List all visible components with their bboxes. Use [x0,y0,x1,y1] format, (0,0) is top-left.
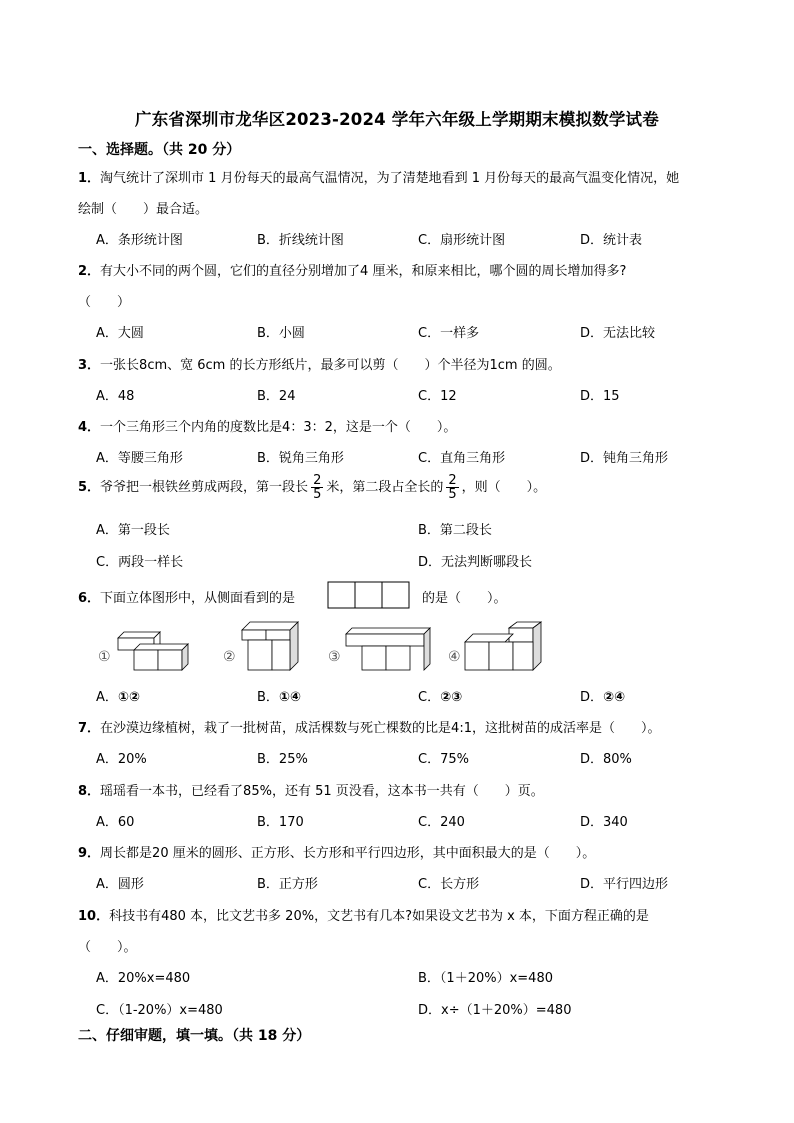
option-a[interactable]: A．等腰三角形 [96,451,183,466]
question-text: 淘气统计了深圳市 1 月份每天的最高气温情况，为了清楚地看到 1 月份每天的最高气温变化情况，她 [100,171,680,186]
question-number: 3． [78,358,101,373]
option-c[interactable]: C．240 [418,815,465,830]
question-5-line1 [78,474,546,501]
option-d[interactable]: D．无法判断哪段长 [418,555,533,570]
question-text: ，则（ ）。 [461,480,547,495]
option-a[interactable]: A．条形统计图 [96,233,183,248]
option-c[interactable]: C．扇形统计图 [418,233,506,248]
option-a[interactable] [96,686,140,705]
fraction-numerator: 2 [313,473,322,488]
question-6-line1-end: 的是（ ）。 [422,591,507,606]
option-marks: ①④ [278,690,301,705]
solid-figure-1 [114,630,194,672]
question-text: 一个三角形三个内角的度数比是4：3：2，这是一个（ ）。 [100,420,457,435]
option-b[interactable]: B．折线统计图 [257,233,344,248]
section-heading-fill: 二、仔细审题，填一填。（共 18 分） [78,1028,311,1044]
page-title: 广东省深圳市龙华区2023-2024 学年六年级上学期期末模拟数学试卷 [135,110,659,129]
solid-figure-3 [344,626,434,672]
option-a[interactable]: A．圆形 [96,877,144,892]
figure-label-3: ③ [328,649,341,665]
option-c[interactable]: C．直角三角形 [418,451,506,466]
question-number: 5． [78,480,101,495]
question-text: 在沙漠边缘植树，栽了一批树苗，成活棵数与死亡棵数的比是4:1，这批树苗的成活率是（ ）。 [100,721,661,736]
question-3-line1 [78,354,561,373]
option-c[interactable]: C．75% [418,752,469,767]
question-text: 瑶瑶看一本书，已经看了85%，还有 51 页没看，这本书一共有（ ）页。 [100,784,544,799]
question-number: 1． [78,171,101,186]
question-text: 周长都是20 厘米的圆形、正方形、长方形和平行四边形，其中面积最大的是（ ）。 [100,846,596,861]
solid-figure-4 [463,620,543,672]
option-c[interactable]: C．12 [418,389,457,404]
option-b[interactable]: B．170 [257,815,304,830]
option-a[interactable]: A．20% [96,752,147,767]
question-4-line1 [78,416,456,435]
option-marks: ①② [117,690,140,705]
option-a[interactable]: A．20%x=480 [96,971,191,986]
option-a[interactable]: A．第一段长 [96,523,170,538]
section-heading-choice: 一、选择题。（共 20 分） [78,142,241,158]
question-10-line2: （ ）。 [78,940,137,955]
figure-label-2: ② [223,649,236,665]
option-d[interactable] [580,686,625,705]
fraction-denominator: 5 [448,487,457,502]
fraction [446,474,458,501]
question-number: 7． [78,721,101,736]
option-b[interactable] [257,686,301,705]
fraction-denominator: 5 [313,487,322,502]
option-d[interactable]: D．统计表 [580,233,643,248]
question-9-line1 [78,842,595,861]
option-marks: ②③ [440,690,463,705]
question-number: 6． [78,591,101,606]
option-b[interactable]: B．小圆 [257,326,305,341]
side-view-three-squares [327,581,411,609]
question-1-line1 [78,167,679,186]
option-d[interactable]: D．15 [580,389,620,404]
question-text: 有大小不同的两个圆，它们的直径分别增加了4 厘米，和原来相比，哪个圆的周长增加得多? [100,264,627,279]
question-2-line2: （ ） [78,295,131,310]
option-b[interactable]: B．第二段长 [418,523,492,538]
option-d[interactable]: D．80% [580,752,632,767]
question-6-line1 [78,587,295,606]
option-b[interactable]: B．锐角三角形 [257,451,344,466]
option-letter: C． [418,690,441,705]
option-letter: D． [580,690,604,705]
question-number: 9． [78,846,101,861]
option-letter: A． [96,690,118,705]
option-a[interactable]: A．60 [96,815,135,830]
option-d[interactable]: D．平行四边形 [580,877,669,892]
option-d[interactable]: D．340 [580,815,628,830]
option-d[interactable]: D．x÷（1＋20%）=480 [418,1003,572,1018]
option-c[interactable]: C．长方形 [418,877,480,892]
option-c[interactable]: C．一样多 [418,326,480,341]
figure-label-1: ① [98,649,111,665]
option-b[interactable]: B．正方形 [257,877,318,892]
question-number: 4． [78,420,101,435]
question-2-line1 [78,260,626,279]
question-number: 10． [78,909,110,924]
question-1-line2: 绘制（ ）最合适。 [78,202,209,217]
option-d[interactable]: D．无法比较 [580,326,656,341]
question-8-line1 [78,780,544,799]
fraction [311,474,323,501]
question-text: 下面立体图形中，从侧面看到的是 [100,591,296,606]
question-number: 2． [78,264,101,279]
option-b[interactable]: B．25% [257,752,308,767]
option-b[interactable]: B．（1＋20%）x=480 [418,971,553,986]
question-number: 8． [78,784,101,799]
solid-figure-2 [238,620,308,672]
question-text: 爷爷把一根铁丝剪成两段，第一段长 [100,480,309,495]
option-d[interactable]: D．钝角三角形 [580,451,669,466]
option-marks: ②④ [603,690,626,705]
option-c[interactable] [418,686,462,705]
figure-label-4: ④ [448,649,461,665]
question-10-line1 [78,905,649,924]
option-a[interactable]: A．大圆 [96,326,144,341]
option-c[interactable]: C．（1-20%）x=480 [96,1003,223,1018]
question-text: 科技书有480 本，比文艺书多 20%，文艺书有几本?如果设文艺书为 x 本，下面方程正确的是 [109,909,649,924]
option-c[interactable]: C．两段一样长 [96,555,184,570]
option-b[interactable]: B．24 [257,389,296,404]
question-text: 一张长8cm、宽 6cm 的长方形纸片，最多可以剪（ ）个半径为1cm 的圆。 [100,358,561,373]
fraction-numerator: 2 [448,473,457,488]
option-a[interactable]: A．48 [96,389,135,404]
question-7-line1 [78,717,660,736]
option-letter: B． [257,690,279,705]
question-text: 米，第二段占全长的 [326,480,444,495]
